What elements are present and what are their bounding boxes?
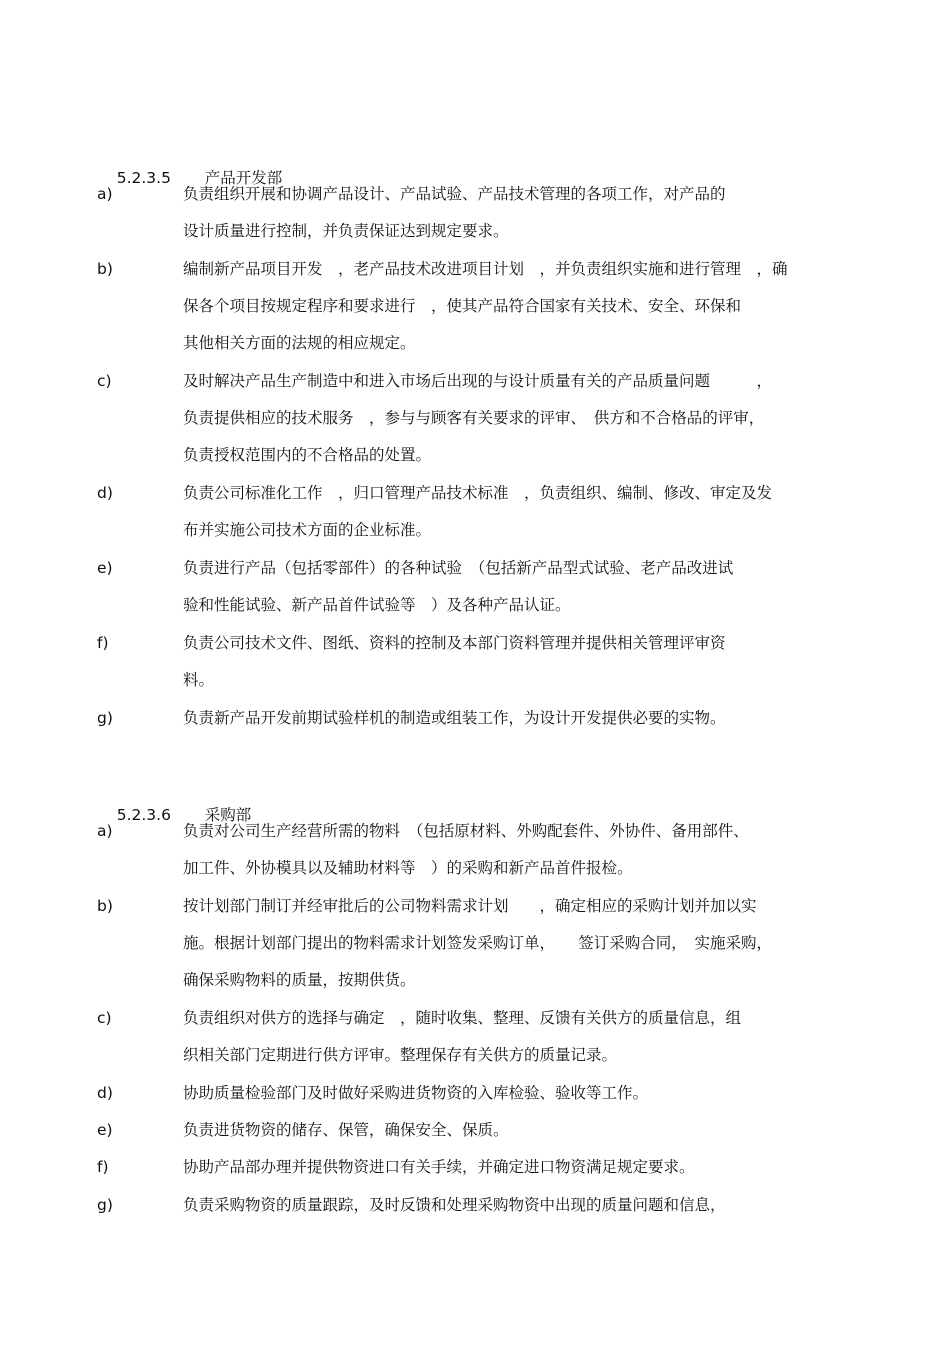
section-number: 5.2.3.6 xyxy=(116,806,171,824)
item-line: 负责提供相应的技术服务 ，参与与顾客有关要求的评审、 供方和不合格品的评审， xyxy=(183,409,765,427)
item-line: 织相关部门定期进行供方评审。整理保存有关供方的质量记录。 xyxy=(183,1046,618,1064)
item-marker: f) xyxy=(97,1158,109,1176)
item-line: 负责组织对供方的选择与确定 ，随时收集、整理、反馈有关供方的质量信息，组 xyxy=(183,1009,742,1027)
item-line: 设计质量进行控制，并负责保证达到规定要求。 xyxy=(183,222,509,240)
list-item xyxy=(97,813,857,887)
item-marker: a) xyxy=(97,185,113,203)
item-text xyxy=(183,1187,857,1224)
list-item xyxy=(97,550,857,624)
item-text xyxy=(183,176,857,250)
item-marker: c) xyxy=(97,372,112,390)
item-line: 负责采购物资的质量跟踪，及时反馈和处理采购物资中出现的质量问题和信息， xyxy=(183,1196,726,1214)
list-item xyxy=(97,363,857,474)
item-text xyxy=(183,813,857,887)
list-item xyxy=(97,625,857,699)
item-line: 料。 xyxy=(183,671,215,689)
list-item xyxy=(97,1187,857,1224)
item-marker: g) xyxy=(97,1196,113,1214)
list-item xyxy=(97,888,857,999)
item-text xyxy=(183,1075,857,1112)
item-text xyxy=(183,251,857,362)
item-line: 确保采购物料的质量，按期供货。 xyxy=(183,971,416,989)
item-line: 编制新产品项目开发 ，老产品技术改进项目计划 ，并负责组织实施和进行管理 ，确 xyxy=(183,260,788,278)
item-marker: b) xyxy=(97,897,113,915)
item-text xyxy=(183,1000,857,1074)
item-marker: g) xyxy=(97,709,113,727)
list-item xyxy=(97,251,857,362)
item-marker: e) xyxy=(97,559,113,577)
item-line: 负责公司技术文件、图纸、资料的控制及本部门资料管理并提供相关管理评审资 xyxy=(183,634,726,652)
list-item xyxy=(97,700,857,737)
item-text xyxy=(183,1112,857,1149)
item-text xyxy=(183,363,857,474)
item-marker: d) xyxy=(97,484,113,502)
item-line: 其他相关方面的法规的相应规定。 xyxy=(183,334,416,352)
item-line: 负责进货物资的储存、保管，确保安全、保质。 xyxy=(183,1121,509,1139)
item-line: 按计划部门制订并经审批后的公司物料需求计划 ，确定相应的采购计划并加以实 xyxy=(183,897,757,915)
item-line: 验和性能试验、新产品首件试验等 ）及各种产品认证。 xyxy=(183,596,571,614)
item-line: 负责公司标准化工作 ，归口管理产品技术标准 ，负责组织、编制、修改、审定及发 xyxy=(183,484,773,502)
item-text xyxy=(183,475,857,549)
item-line: 协助质量检验部门及时做好采购进货物资的入库检验、验收等工作。 xyxy=(183,1084,649,1102)
item-text xyxy=(183,550,857,624)
list-item xyxy=(97,1075,857,1112)
item-marker: a) xyxy=(97,822,113,840)
item-marker: d) xyxy=(97,1084,113,1102)
item-line: 施。根据计划部门提出的物料需求计划签发采购订单， 签订采购合同， 实施采购， xyxy=(183,934,773,952)
list-item xyxy=(97,1112,857,1149)
item-line: 布并实施公司技术方面的企业标准。 xyxy=(183,521,432,539)
item-text xyxy=(183,888,857,999)
section-title: 产品开发部 xyxy=(204,169,283,187)
item-line: 负责组织开展和协调产品设计、产品试验、产品技术管理的各项工作，对产品的 xyxy=(183,185,726,203)
item-text xyxy=(183,625,857,699)
list-item xyxy=(97,475,857,549)
item-line: 负责对公司生产经营所需的物料 （包括原材料、外购配套件、外协件、备用部件、 xyxy=(183,822,749,840)
list-item xyxy=(97,1149,857,1186)
list-item xyxy=(97,1000,857,1074)
section-title: 采购部 xyxy=(204,806,252,824)
item-text xyxy=(183,700,857,737)
item-marker: f) xyxy=(97,634,109,652)
list-item xyxy=(97,176,857,250)
item-line: 协助产品部办理并提供物资进口有关手续，并确定进口物资满足规定要求。 xyxy=(183,1158,695,1176)
item-line: 负责新产品开发前期试验样机的制造或组装工作，为设计开发提供必要的实物。 xyxy=(183,709,726,727)
item-line: 加工件、外协模具以及辅助材料等 ）的采购和新产品首件报检。 xyxy=(183,859,633,877)
item-line: 及时解决产品生产制造中和进入市场后出现的与设计质量有关的产品质量问题 ， xyxy=(183,372,773,390)
item-marker: e) xyxy=(97,1121,113,1139)
item-text xyxy=(183,1149,857,1186)
item-line: 保各个项目按规定程序和要求进行 ，使其产品符合国家有关技术、安全、环保和 xyxy=(183,297,742,315)
item-line: 负责授权范围内的不合格品的处置。 xyxy=(183,446,432,464)
item-marker: b) xyxy=(97,260,113,278)
item-line: 负责进行产品（包括零部件）的各种试验 （包括新产品型式试验、老产品改进试 xyxy=(183,559,734,577)
section-number: 5.2.3.5 xyxy=(116,169,171,187)
item-marker: c) xyxy=(97,1009,112,1027)
